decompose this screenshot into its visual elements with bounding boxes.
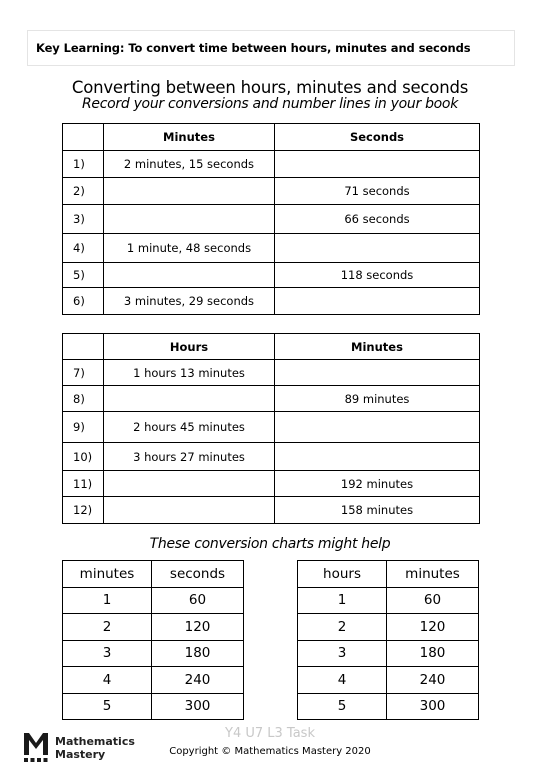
chart-cell: 120 — [152, 614, 244, 641]
logo-line-2: Mastery — [55, 748, 106, 761]
question-number: 6) — [63, 288, 104, 315]
chart-cell: 300 — [387, 693, 479, 720]
hours-cell[interactable] — [104, 471, 275, 497]
chart-row — [298, 667, 479, 694]
minutes-cell[interactable] — [275, 443, 480, 471]
seconds-cell[interactable]: 118 seconds — [275, 263, 480, 288]
minutes-cell[interactable]: 2 minutes, 15 seconds — [104, 151, 275, 178]
table-row — [63, 178, 480, 205]
page-title: Converting between hours, minutes and seconds — [71, 78, 469, 97]
hours-cell[interactable]: 2 hours 45 minutes — [104, 412, 275, 443]
question-number: 1) — [63, 151, 104, 178]
hours-minutes-chart — [297, 560, 479, 720]
chart-cell: 2 — [63, 614, 152, 641]
table-row — [63, 412, 480, 443]
question-number: 7) — [63, 360, 104, 386]
chart-cell: 120 — [387, 614, 479, 641]
table-row — [63, 205, 480, 234]
chart-cell: 4 — [63, 667, 152, 694]
chart-cell: 180 — [152, 640, 244, 667]
chart-cell: 5 — [298, 693, 387, 720]
table-row — [63, 497, 480, 524]
copyright-text: Copyright © Mathematics Mastery 2020 — [169, 746, 371, 757]
blank-header-cell — [63, 124, 104, 151]
header-minutes: Minutes — [275, 334, 480, 360]
chart-header-row — [298, 561, 479, 588]
minutes-cell[interactable] — [104, 263, 275, 288]
chart-cell: 4 — [298, 667, 387, 694]
seconds-cell[interactable] — [275, 151, 480, 178]
chart-cell: 300 — [152, 693, 244, 720]
question-number: 2) — [63, 178, 104, 205]
chart-cell: 60 — [152, 587, 244, 614]
chart-header-row — [63, 561, 244, 588]
chart-cell: 60 — [387, 587, 479, 614]
table-row — [63, 360, 480, 386]
chart-cell: 2 — [298, 614, 387, 641]
table-row — [63, 234, 480, 263]
chart-cell: 3 — [298, 640, 387, 667]
logo-line-1: Mathematics — [55, 735, 135, 748]
key-learning-box — [27, 30, 515, 66]
question-number: 11) — [63, 471, 104, 497]
page-subtitle: Record your conversions and number lines in your book — [81, 96, 459, 112]
chart-row — [298, 587, 479, 614]
chart-row — [63, 614, 244, 641]
minutes-cell[interactable] — [275, 412, 480, 443]
minutes-cell[interactable]: 158 minutes — [275, 497, 480, 524]
chart-row — [298, 614, 479, 641]
hours-cell[interactable]: 1 hours 13 minutes — [104, 360, 275, 386]
chart-row — [63, 640, 244, 667]
table-row — [63, 443, 480, 471]
chart-row — [63, 587, 244, 614]
table-row — [63, 288, 480, 315]
seconds-cell[interactable]: 66 seconds — [275, 205, 480, 234]
chart-cell: 240 — [152, 667, 244, 694]
table-row — [63, 471, 480, 497]
minutes-cell[interactable]: 192 minutes — [275, 471, 480, 497]
chart-cell: 1 — [298, 587, 387, 614]
minutes-cell[interactable] — [275, 360, 480, 386]
footer-code: Y4 U7 L3 Task — [225, 726, 315, 741]
key-learning-text: Key Learning: To convert time between hours, minutes and seconds — [36, 41, 471, 55]
help-text: These conversion charts might help — [149, 536, 391, 552]
minutes-cell[interactable]: 1 minute, 48 seconds — [104, 234, 275, 263]
blank-header-cell — [63, 334, 104, 360]
chart-header-minutes: minutes — [63, 561, 152, 588]
table-row — [63, 386, 480, 412]
seconds-cell[interactable] — [275, 288, 480, 315]
question-number: 8) — [63, 386, 104, 412]
chart-cell: 1 — [63, 587, 152, 614]
hours-cell[interactable] — [104, 386, 275, 412]
table-header-row — [63, 124, 480, 151]
table-header-row — [63, 334, 480, 360]
hours-cell[interactable] — [104, 497, 275, 524]
minutes-seconds-table — [62, 123, 480, 315]
question-number: 10) — [63, 443, 104, 471]
header-seconds: Seconds — [275, 124, 480, 151]
minutes-seconds-chart — [62, 560, 244, 720]
table-row — [63, 263, 480, 288]
minutes-cell[interactable]: 3 minutes, 29 seconds — [104, 288, 275, 315]
question-number: 12) — [63, 497, 104, 524]
minutes-cell[interactable]: 89 minutes — [275, 386, 480, 412]
hours-minutes-table — [62, 333, 480, 524]
chart-row — [298, 693, 479, 720]
question-number: 9) — [63, 412, 104, 443]
question-number: 5) — [63, 263, 104, 288]
chart-cell: 240 — [387, 667, 479, 694]
seconds-cell[interactable]: 71 seconds — [275, 178, 480, 205]
question-number: 3) — [63, 205, 104, 234]
chart-row — [298, 640, 479, 667]
table-row — [63, 151, 480, 178]
chart-row — [63, 693, 244, 720]
seconds-cell[interactable] — [275, 234, 480, 263]
chart-cell: 5 — [63, 693, 152, 720]
minutes-cell[interactable] — [104, 205, 275, 234]
header-hours: Hours — [104, 334, 275, 360]
chart-header-minutes: minutes — [387, 561, 479, 588]
hours-cell[interactable]: 3 hours 27 minutes — [104, 443, 275, 471]
chart-header-seconds: seconds — [152, 561, 244, 588]
header-minutes: Minutes — [104, 124, 275, 151]
chart-row — [63, 667, 244, 694]
chart-cell: 180 — [387, 640, 479, 667]
chart-header-hours: hours — [298, 561, 387, 588]
minutes-cell[interactable] — [104, 178, 275, 205]
chart-cell: 3 — [63, 640, 152, 667]
question-number: 4) — [63, 234, 104, 263]
